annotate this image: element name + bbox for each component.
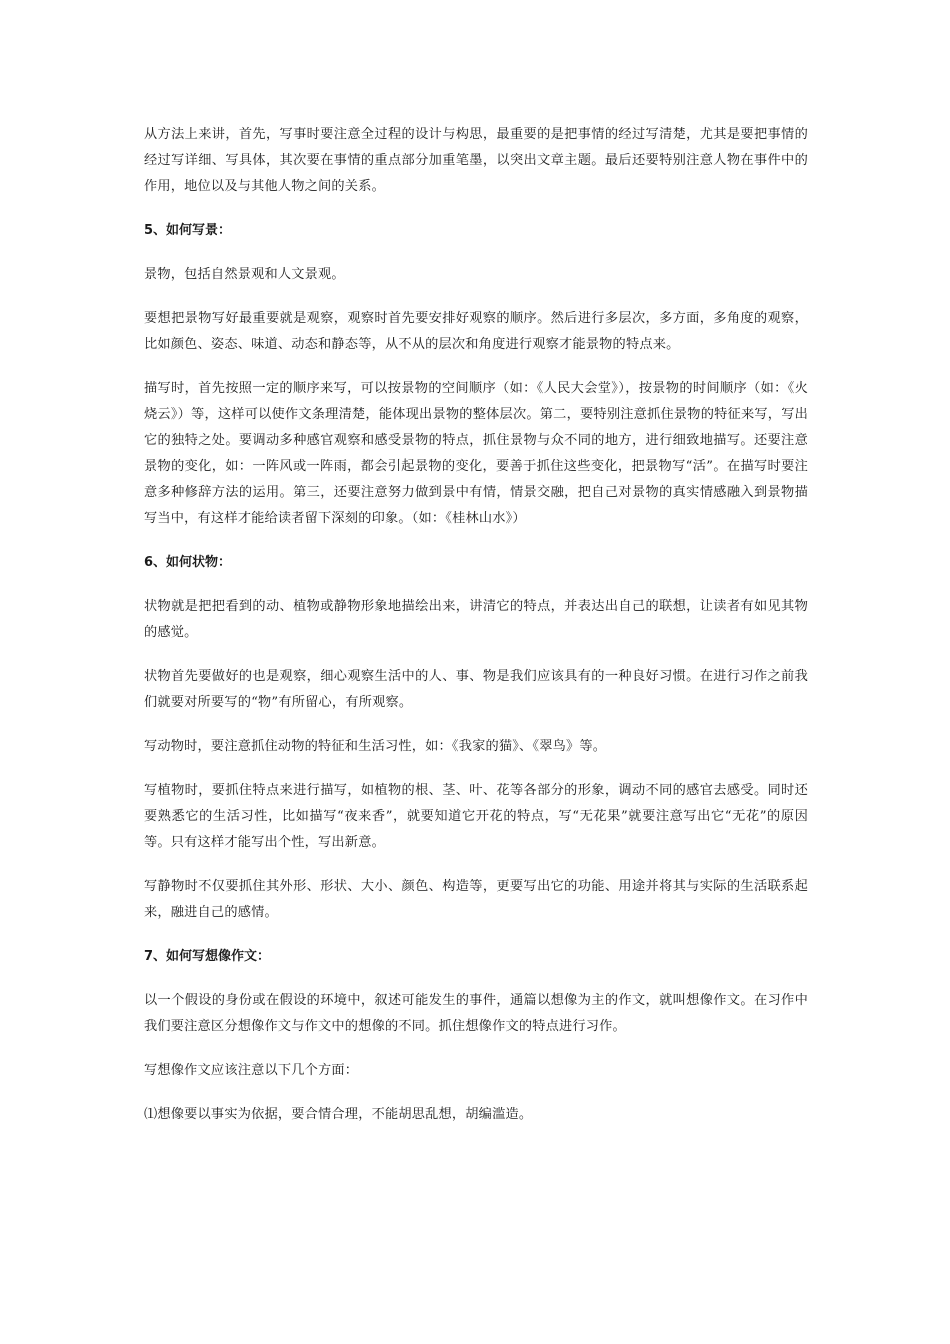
section-heading-7: 7、如何写想像作文： [144,949,271,964]
paragraph-object-observation: 状物首先要做好的也是观察，细心观察生活中的人、事、物是我们应该具有的一种良好习惯。在进行习作之前我们就要对所要写的“物”有所留心，有所观察。 [144,669,808,710]
paragraph-animal-writing: 写动物时，要注意抓住动物的特征和生活习性，如：《我家的猫》、《翠鸟》等。 [144,739,607,754]
paragraph-narrative-method: 从方法上来讲，首先，写事时要注意全过程的设计与构思，最重要的是把事情的经过写清楚，尤其是要把事情的经过写详细、写具体，其次要在事情的重点部分加重笔墨，以突出文章主题。最后还要特别注意人物在事件中的作用，地位以及与其他人物之间的关系。 [144,127,808,194]
paragraph-scenery-observation: 要想把景物写好最重要就是观察，观察时首先要安排好观察的顺序。然后进行多层次，多方面，多角度的观察，比如颜色、姿态、味道、动态和静态等，从不从的层次和角度进行观察才能景物的特点来。 [144,311,808,352]
paragraph-imagination-points: 写想像作文应该注意以下几个方面： [144,1063,359,1078]
section-heading-5: 5、如何写景： [144,223,232,238]
section-heading-6: 6、如何状物： [144,555,232,570]
paragraph-still-object-writing: 写静物时不仅要抓住其外形、形状、大小、颜色、构造等，更要写出它的功能、用途并将其与实际的生活联系起来，融进自己的感情。 [144,879,808,920]
paragraph-imagination-definition: 以一个假设的身份或在假设的环境中，叙述可能发生的事件，通篇以想像为主的作文，就叫想像作文。在习作中我们要注意区分想像作文与作文中的想像的不同。抓住想像作文的特点进行习作。 [144,993,808,1034]
paragraph-scenery-definition: 景物，包括自然景观和人文景观。 [144,267,345,282]
paragraph-imagination-point-1: ⑴想像要以事实为依据，要合情合理，不能胡思乱想，胡编滥造。 [144,1107,533,1122]
paragraph-plant-writing: 写植物时，要抓住特点来进行描写，如植物的根、茎、叶、花等各部分的形象，调动不同的感官去感受。同时还要熟悉它的生活习性，比如描写“夜来香”，就要知道它开花的特点，写“无花果”就要注意写出它“无花”的原因等。只有这样才能写出个性，写出新意。 [144,783,808,850]
document-body [144,122,808,1146]
paragraph-scenery-description: 描写时，首先按照一定的顺序来写，可以按景物的空间顺序（如：《人民大会堂》），按景物的时间顺序（如：《火烧云》）等，这样可以使作文条理清楚，能体现出景物的整体层次。第二，要特别注意抓住景物的特征来写，写出它的独特之处。要调动多种感官观察和感受景物的特点，抓住景物与众不同的地方，进行细致地描写。还要注意景物的变化，如：一阵风或一阵雨，都会引起景物的变化，要善于抓住这些变化，把景物写“活”。在描写时要注意多种修辞方法的运用。第三，还要注意努力做到景中有情，情景交融，把自己对景物的真实情感融入到景物描写当中，有这样才能给读者留下深刻的印象。（如：《桂林山水》） [144,381,808,526]
paragraph-object-definition: 状物就是把把看到的动、植物或静物形象地描绘出来，讲清它的特点，并表达出自己的联想，让读者有如见其物的感觉。 [144,599,808,640]
